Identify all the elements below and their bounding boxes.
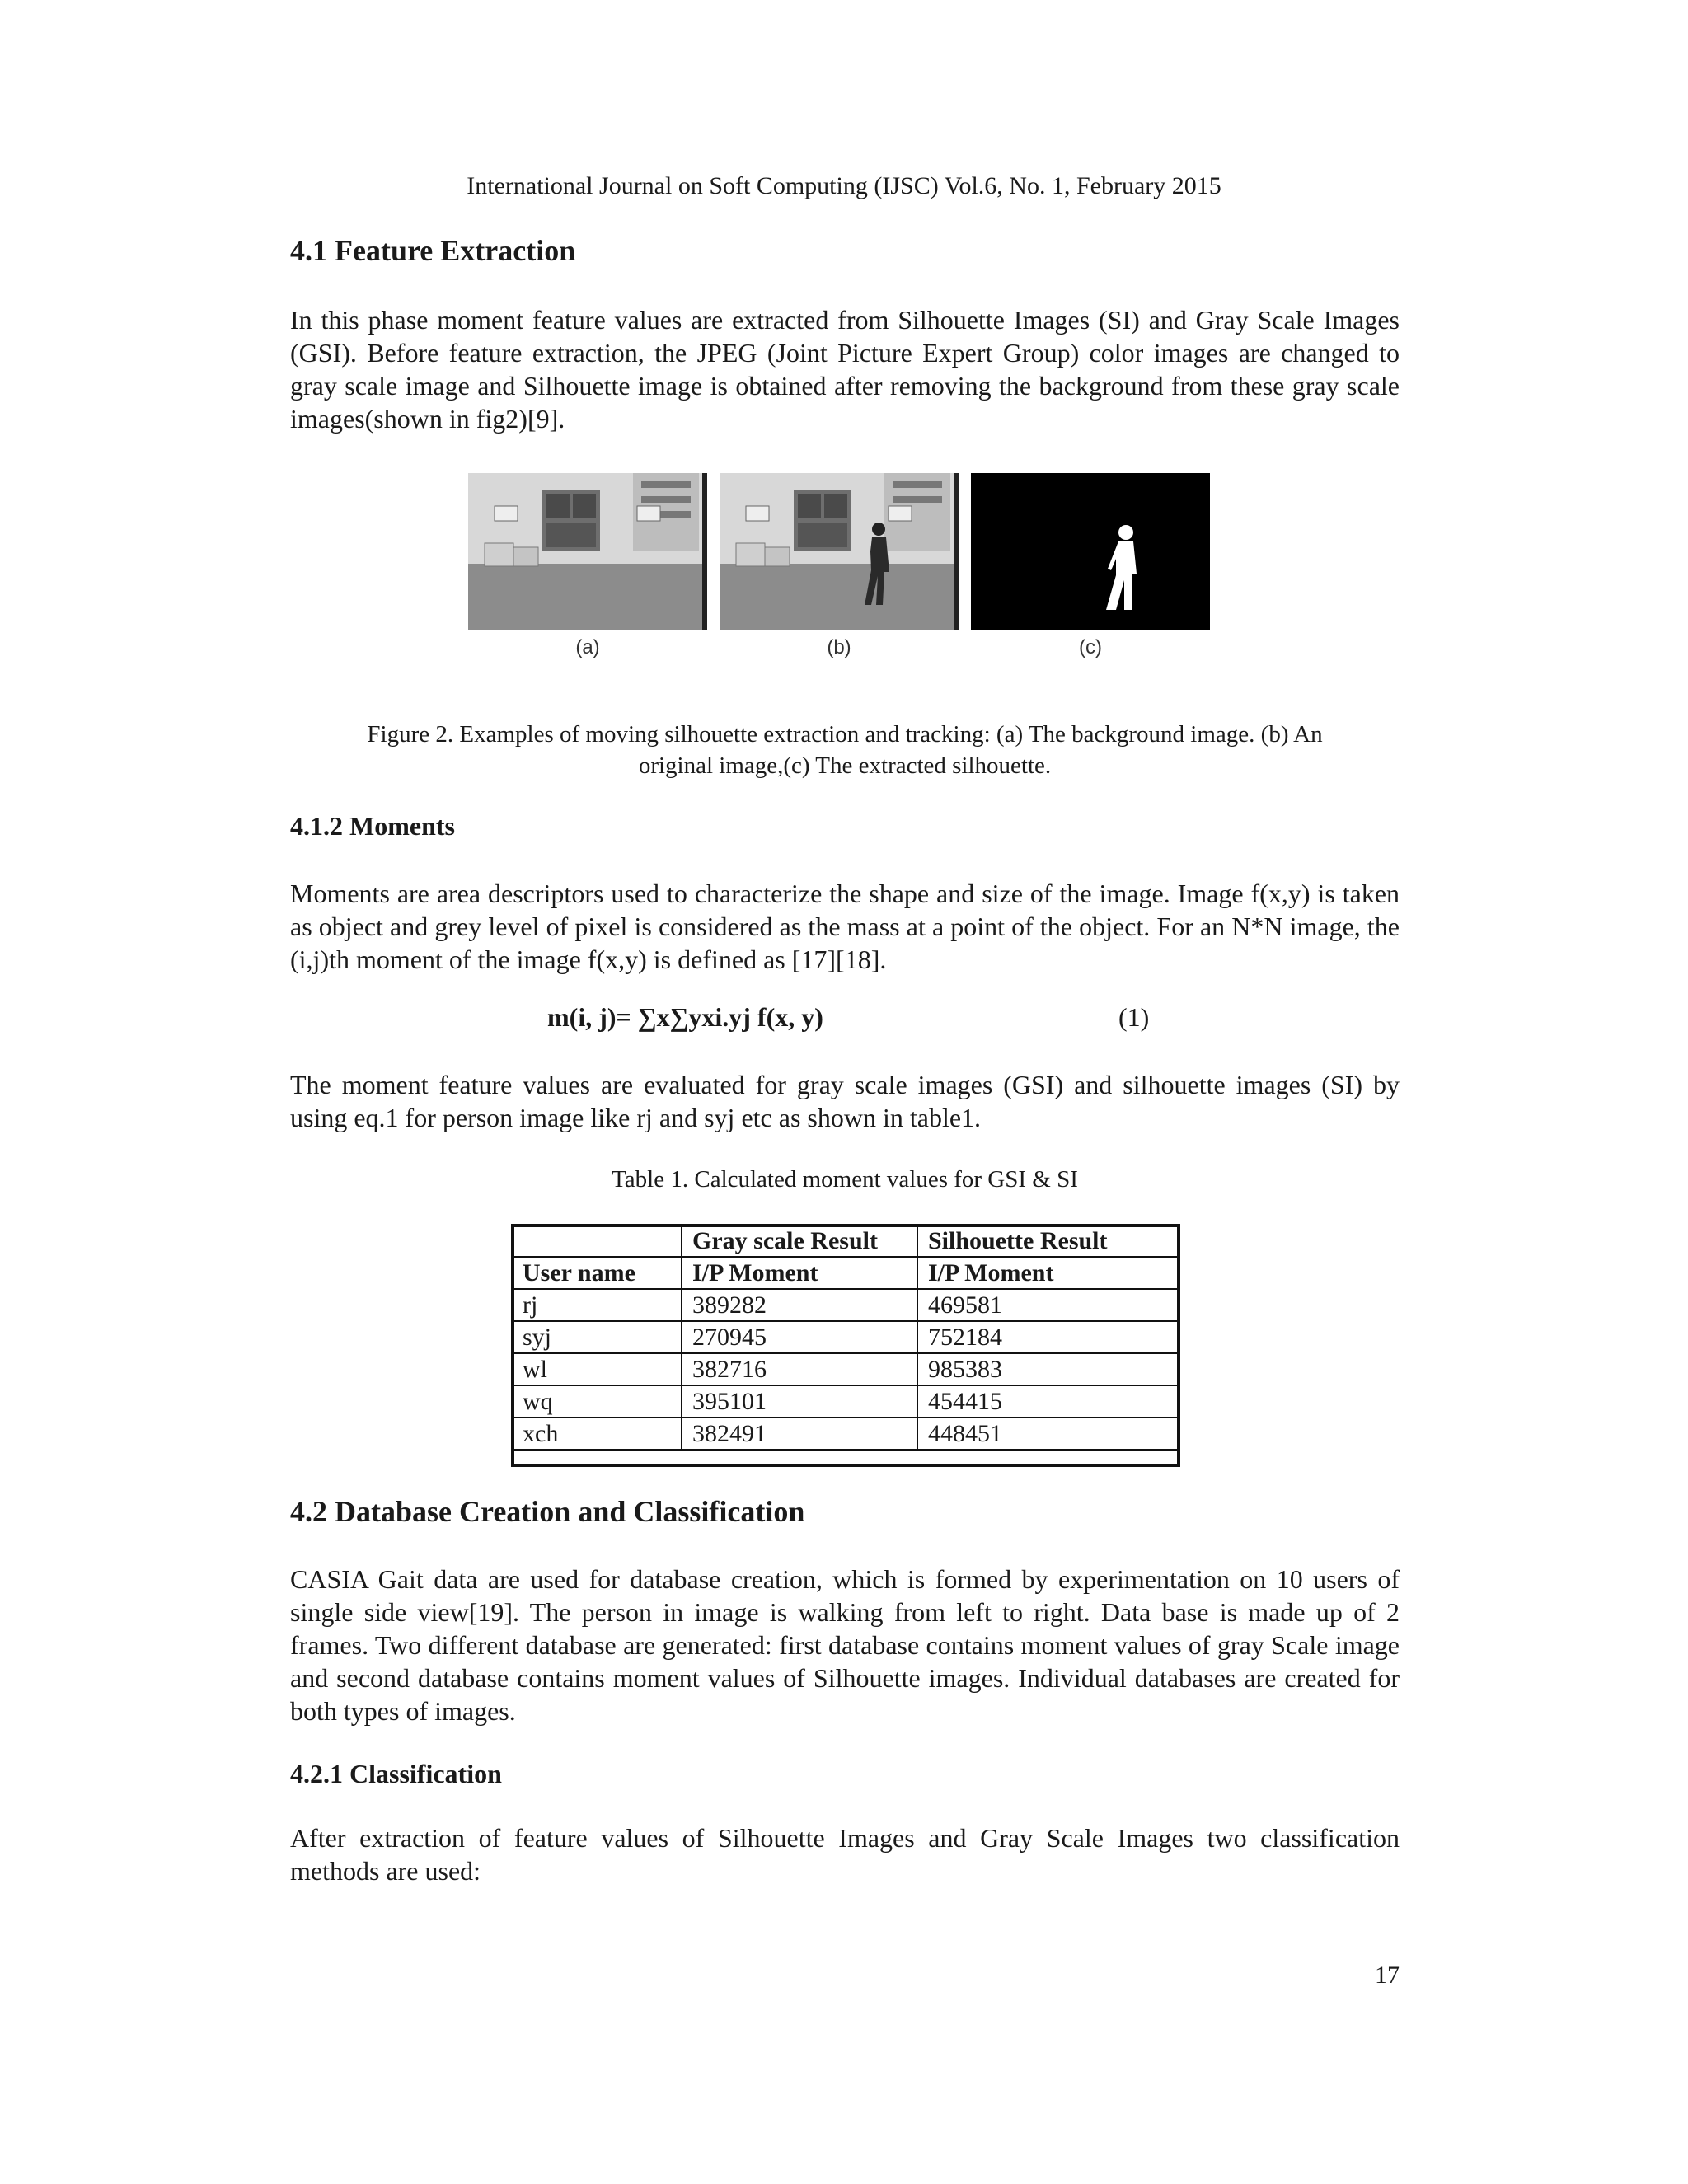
figure-2 xyxy=(468,473,1210,671)
table-cell: 469581 xyxy=(917,1289,1179,1321)
table-header-cell: I/P Moment xyxy=(682,1257,917,1289)
table-cell: 270945 xyxy=(682,1321,917,1353)
table-header-cell: User name xyxy=(512,1257,682,1289)
section-4-1-2-title: 4.1.2 Moments xyxy=(290,811,455,841)
page-number: 17 xyxy=(1375,1961,1400,1989)
table-cell: 752184 xyxy=(917,1321,1179,1353)
table-cell: 382716 xyxy=(682,1353,917,1385)
table-cell: 454415 xyxy=(917,1385,1179,1418)
original-image-panel xyxy=(720,473,959,630)
table-row xyxy=(512,1385,1179,1418)
table-header-row xyxy=(512,1257,1179,1289)
table-row xyxy=(512,1353,1179,1385)
section-4-2-title: 4.2 Database Creation and Classification xyxy=(290,1495,805,1528)
figure-caption-line-1: Figure 2. Examples of moving silhouette extraction and tracking: (a) The background image. (b) An xyxy=(367,721,1323,748)
table-row xyxy=(512,1289,1179,1321)
table-row xyxy=(512,1321,1179,1353)
equation-number: (1) xyxy=(1118,1002,1150,1032)
table-cell: wq xyxy=(512,1385,682,1418)
running-header: International Journal on Soft Computing (IJSC) Vol.6, No. 1, February 2015 xyxy=(467,172,1221,199)
section-4-1-2-paragraph: Moments are area descriptors used to characterize the shape and size of the image. Image f(x,y) is taken as object and grey level of pixel is considered as the mass at a point of the object. For an N*N image, the (i,j)th moment of the image f(x,y) is defined as [17][18]. xyxy=(290,879,1400,974)
section-4-2-paragraph: CASIA Gait data are used for database creation, which is formed by experimentation on 10 users of single side view[19]. The person in image is walking from left to right. Data base is made up of 2 frames. Two different database are generated: first database contains moment values of gray Scale image and second database contains moment values of Silhouette images. Individual databases are created for both types of images. xyxy=(290,1564,1400,1726)
table-cell: xch xyxy=(512,1418,682,1450)
table-cell: 395101 xyxy=(682,1385,917,1418)
section-4-1-title: 4.1 Feature Extraction xyxy=(290,234,576,267)
table-cell: rj xyxy=(512,1289,682,1321)
table-cell: wl xyxy=(512,1353,682,1385)
section-4-1-paragraph: In this phase moment feature values are extracted from Silhouette Images (SI) and Gray Scale Images (GSI). Before feature extraction, the JPEG (Joint Picture Expert Group) color images are changed to gray scale image and Silhouette image is obtained after removing the background from these gray scale images(shown in fig2)[9]. xyxy=(290,305,1400,434)
figure-label-a: (a) xyxy=(575,636,600,658)
table-cell: 382491 xyxy=(682,1418,917,1450)
section-4-1-2-paragraph-2: The moment feature values are evaluated for gray scale images (GSI) and silhouette images (SI) by using eq.1 for person image like rj and syj etc as shown in table1. xyxy=(290,1070,1400,1132)
equation-body: m(i, j)= ∑x∑yxi.yj f(x, y) xyxy=(547,1002,823,1032)
figure-label-b: (b) xyxy=(827,636,851,658)
figure-caption-line-2: original image,(c) The extracted silhouette. xyxy=(638,752,1052,779)
table-header-cell xyxy=(512,1225,682,1257)
section-4-2-1-paragraph: After extraction of feature values of Silhouette Images and Gray Scale Images two classification methods are used: xyxy=(290,1823,1400,1886)
table-caption: Table 1. Calculated moment values for GSI & SI xyxy=(612,1166,1078,1193)
table-cell: syj xyxy=(512,1321,682,1353)
table-row xyxy=(512,1418,1179,1450)
table-cell: 448451 xyxy=(917,1418,1179,1450)
table-header-cell: Gray scale Result xyxy=(682,1225,917,1257)
moment-values-table xyxy=(511,1224,1180,1451)
equation-1 xyxy=(0,999,1688,1035)
table-header-cell: Silhouette Result xyxy=(917,1225,1179,1257)
table-header-row xyxy=(512,1225,1179,1257)
table-cell: 389282 xyxy=(682,1289,917,1321)
section-4-2-1-title: 4.2.1 Classification xyxy=(290,1759,502,1788)
table-cell: 985383 xyxy=(917,1353,1179,1385)
background-image-panel xyxy=(468,473,707,630)
silhouette-panel xyxy=(971,473,1210,630)
table-header-cell: I/P Moment xyxy=(917,1257,1179,1289)
figure-label-c: (c) xyxy=(1079,636,1102,658)
